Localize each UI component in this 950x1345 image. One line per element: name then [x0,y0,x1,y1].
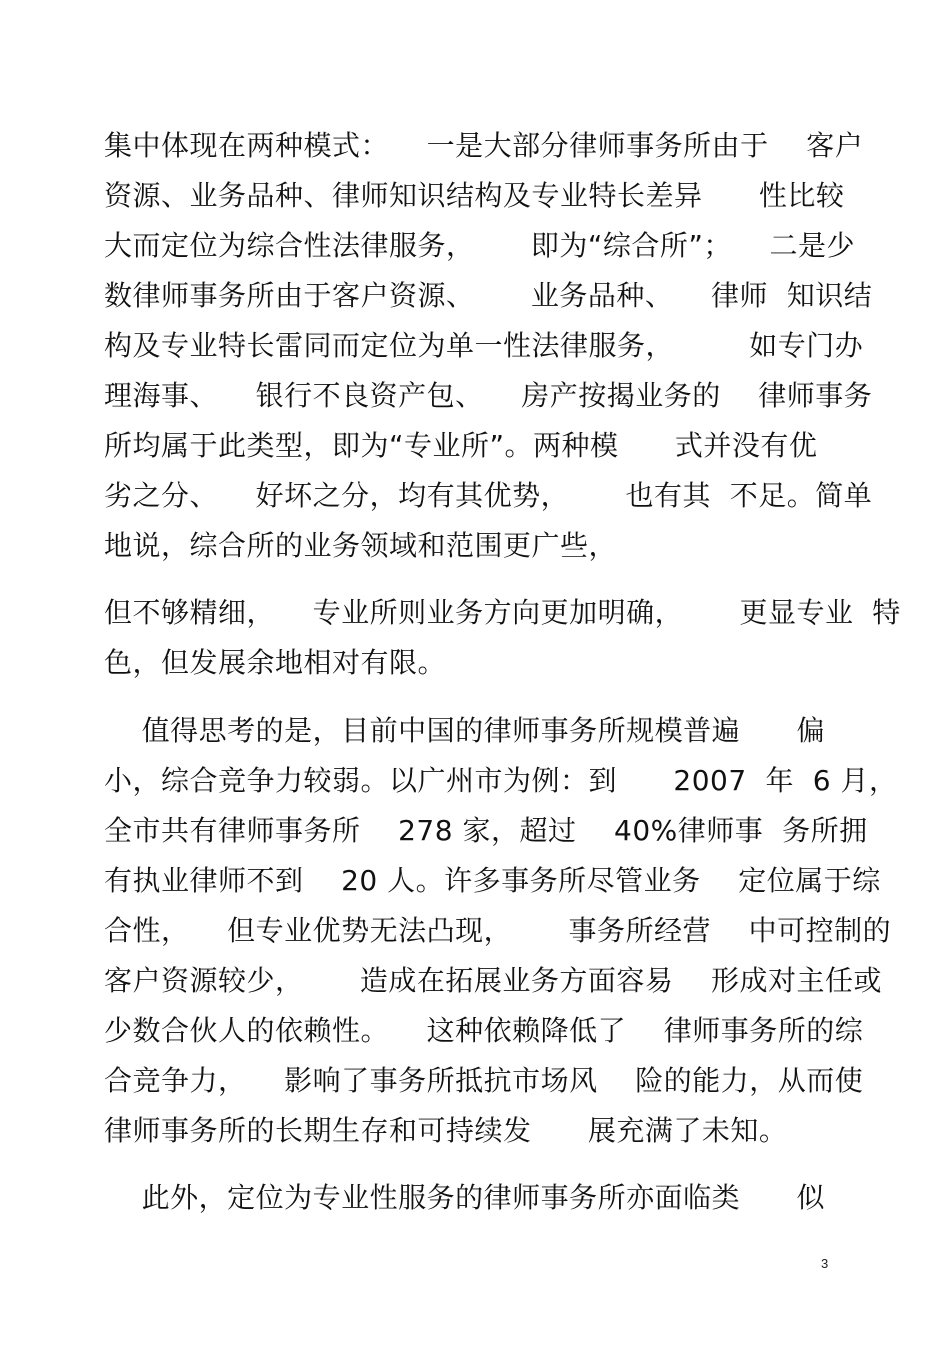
text-line: 构及专业特长雷同而定位为单一性法律服务， 如专门办 [104,329,864,362]
text-line: 劣之分、 好坏之分，均有其优势， 也有其 不足。简单 [104,479,873,512]
text-line: 此外，定位为专业性服务的律师事务所亦面临类 似 [104,1181,826,1214]
text-line: 律师事务所的长期生存和可持续发 展充满了未知。 [104,1114,788,1147]
text-line: 理海事、 银行不良资产包、 房产按揭业务的 律师事务 [104,379,873,412]
text-line: 少数合伙人的依赖性。 这种依赖降低了 律师事务所的综 [104,1014,864,1047]
text-line: 色，但发展余地相对有限。 [104,646,447,679]
text-line: 资源、业务品种、律师知识结构及专业特长差异 性比较 [104,179,845,212]
text-line: 值得思考的是，目前中国的律师事务所规模普遍 偏 [104,714,826,747]
text-line: 合性， 但专业优势无法凸现， 事务所经营 中可控制的 [104,914,892,947]
text-line: 全市共有律师事务所 278 家，超过 40%律师事 务所拥 [104,814,868,847]
text-line: 但不够精细， 专业所则业务方向更加明确， 更显专业 特 [104,596,901,629]
text-line: 所均属于此类型，即为“专业所”。两种模 式并没有优 [104,429,818,462]
text-line: 地说，综合所的业务领域和范围更广些， [104,529,618,562]
text-line: 客户资源较少， 造成在拓展业务方面容易 形成对主任或 [104,964,883,997]
page-number: 3 [821,1256,829,1271]
text-line: 集中体现在两种模式： 一是大部分律师事务所由于 客户 [104,129,864,162]
text-line: 小，综合竞争力较弱。以广州市为例：到 2007 年 6 月， [104,764,898,797]
text-line: 数律师事务所由于客户资源、 业务品种、 律师 知识结 [104,279,873,312]
text-line: 有执业律师不到 20 人。许多事务所尽管业务 定位属于综 [104,864,881,897]
text-line: 大而定位为综合性法律服务， 即为“综合所”； 二是少 [104,229,856,262]
text-line: 合竞争力， 影响了事务所抵抗市场风 险的能力，从而使 [104,1064,864,1097]
